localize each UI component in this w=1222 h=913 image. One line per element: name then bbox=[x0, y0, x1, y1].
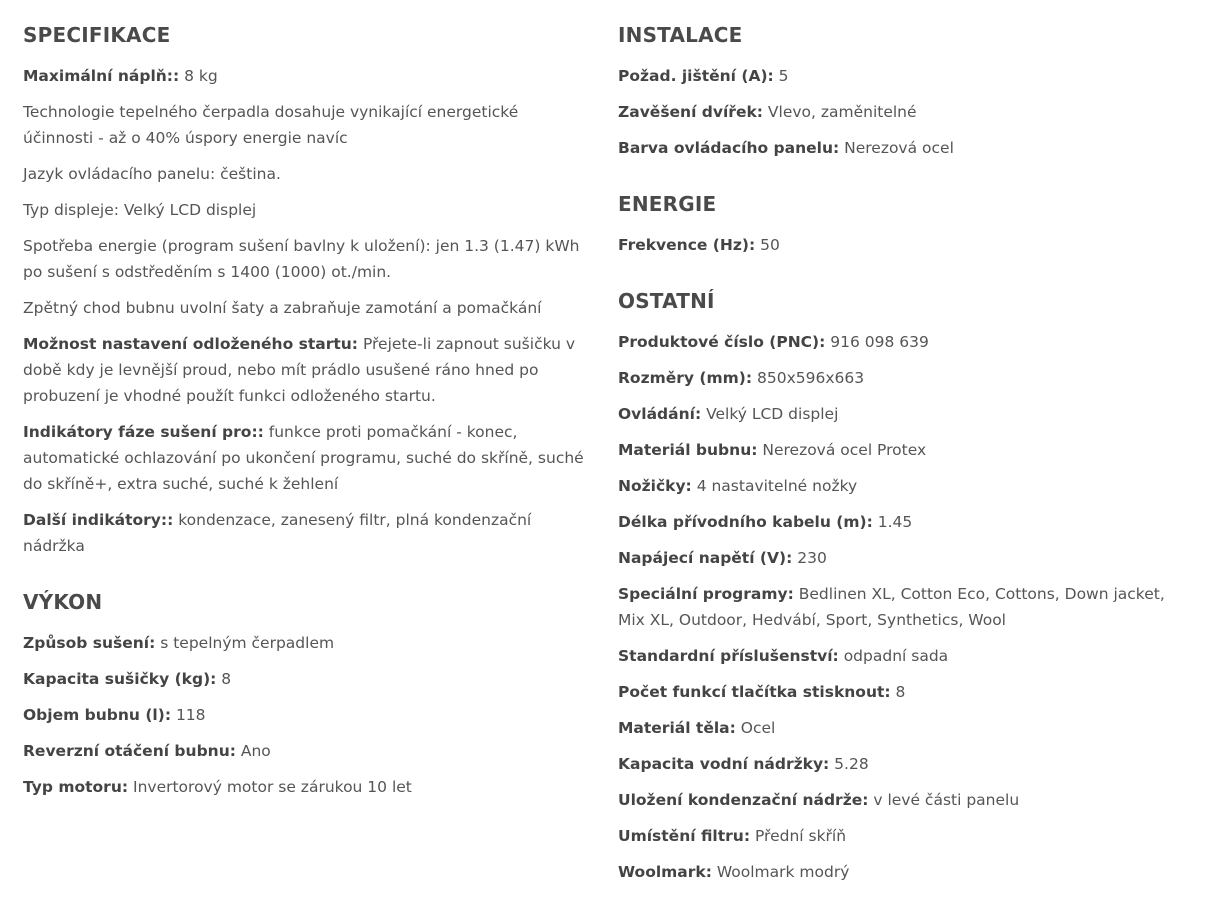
spec-label: Reverzní otáčení bubnu: bbox=[23, 742, 236, 760]
spec-value: 1.45 bbox=[872, 513, 913, 531]
spec-row-zpetny-chod bbox=[23, 295, 588, 321]
spec-label: Woolmark: bbox=[618, 863, 712, 881]
spec-row-spotreba bbox=[23, 233, 588, 285]
spec-label: Nožičky: bbox=[618, 477, 692, 495]
spec-row-typ-displeje bbox=[23, 197, 588, 223]
spec-label: Rozměry (mm): bbox=[618, 369, 753, 387]
spec-value: 8 bbox=[216, 670, 232, 688]
left-column bbox=[23, 20, 588, 810]
spec-value: odpadní sada bbox=[838, 647, 949, 665]
spec-row-prislusenstvi bbox=[618, 643, 1193, 669]
spec-label: Frekvence (Hz): bbox=[618, 236, 756, 254]
spec-label: Standardní příslušenství: bbox=[618, 647, 839, 665]
spec-row-pocet-funkci bbox=[618, 679, 1193, 705]
spec-value: Typ displeje: Velký LCD displej bbox=[23, 201, 257, 219]
section-ostatni bbox=[618, 286, 1193, 885]
spec-row-dalsi-indikatory bbox=[23, 507, 588, 559]
spec-row-odlozeny-start bbox=[23, 331, 588, 409]
spec-value: Ocel bbox=[735, 719, 776, 737]
spec-value: funkce proti pomačkání - konec, automatické ochlazování po ukončení programu, suché do skříně, suché do skříně+, extra suché, suché k žehlení bbox=[23, 423, 584, 493]
spec-label: Speciální programy: bbox=[618, 585, 794, 603]
spec-value: v levé části panelu bbox=[868, 791, 1020, 809]
spec-row-delka-kabelu bbox=[618, 509, 1193, 535]
spec-label: Produktové číslo (PNC): bbox=[618, 333, 826, 351]
spec-row-technologie bbox=[23, 99, 588, 151]
spec-label: Délka přívodního kabelu (m): bbox=[618, 513, 873, 531]
spec-value: Přejete-li zapnout sušičku v době kdy je levnější proud, nebo mít prádlo usušené ráno hned po probuzení je vhodné použít funkci odloženého startu. bbox=[23, 335, 576, 405]
section-vykon bbox=[23, 587, 588, 800]
spec-label: Způsob sušení: bbox=[23, 634, 156, 652]
spec-row-max-napln bbox=[23, 63, 588, 89]
spec-value: 5.28 bbox=[829, 755, 869, 773]
spec-value: s tepelným čerpadlem bbox=[155, 634, 335, 652]
section-energie bbox=[618, 189, 1193, 258]
spec-row-objem-bubnu bbox=[23, 702, 588, 728]
section-title: OSTATNÍ bbox=[618, 289, 715, 313]
spec-row-zpusob-suseni bbox=[23, 630, 588, 656]
spec-row-barva-panelu bbox=[618, 135, 1193, 161]
spec-value: 50 bbox=[755, 236, 780, 254]
spec-value: Přední skříň bbox=[750, 827, 847, 845]
spec-value: 8 kg bbox=[179, 67, 218, 85]
spec-value: Jazyk ovládacího panelu: čeština. bbox=[23, 165, 281, 183]
spec-label: Umístění filtru: bbox=[618, 827, 751, 845]
spec-row-napajeci-napeti bbox=[618, 545, 1193, 571]
spec-row-pnc bbox=[618, 329, 1193, 355]
section-title: INSTALACE bbox=[618, 23, 743, 47]
spec-label: Požad. jištění (A): bbox=[618, 67, 774, 85]
spec-value: Woolmark modrý bbox=[711, 863, 850, 881]
spec-label: Napájecí napětí (V): bbox=[618, 549, 793, 567]
spec-value: 4 nastavitelné nožky bbox=[691, 477, 858, 495]
section-specifikace bbox=[23, 20, 588, 559]
spec-label: Objem bubnu (l): bbox=[23, 706, 172, 724]
spec-label: Možnost nastavení odloženého startu: bbox=[23, 335, 359, 353]
spec-row-specialni-programy bbox=[618, 581, 1193, 633]
spec-row-kapacita-nadrzky bbox=[618, 751, 1193, 777]
spec-value: Nerezová ocel Protex bbox=[757, 441, 927, 459]
spec-label: Ovládání: bbox=[618, 405, 702, 423]
spec-label: Materiál bubnu: bbox=[618, 441, 758, 459]
section-instalace bbox=[618, 20, 1193, 161]
spec-label: Maximální náplň:: bbox=[23, 67, 180, 85]
spec-label: Uložení kondenzační nádrže: bbox=[618, 791, 869, 809]
spec-label: Materiál těla: bbox=[618, 719, 736, 737]
spec-row-ovladani bbox=[618, 401, 1193, 427]
right-column bbox=[618, 20, 1193, 895]
spec-value: Vlevo, zaměnitelné bbox=[762, 103, 917, 121]
spec-value: 916 098 639 bbox=[825, 333, 929, 351]
spec-value: Zpětný chod bubnu uvolní šaty a zabraňuje zamotání a pomačkání bbox=[23, 299, 542, 317]
spec-row-typ-motoru bbox=[23, 774, 588, 800]
spec-value: kondenzace, zanesený filtr, plná kondenzační nádržka bbox=[23, 511, 532, 555]
spec-label: Zavěšení dvířek: bbox=[618, 103, 763, 121]
spec-row-material-tela bbox=[618, 715, 1193, 741]
spec-row-zaveseni-dvirek bbox=[618, 99, 1193, 125]
spec-row-frekvence bbox=[618, 232, 1193, 258]
spec-value: Technologie tepelného čerpadla dosahuje vynikající energetické účinnosti - až o 40% úspory energie navíc bbox=[23, 103, 519, 147]
spec-label: Další indikátory:: bbox=[23, 511, 174, 529]
spec-value: 118 bbox=[171, 706, 206, 724]
spec-value: Spotřeba energie (program sušení bavlny k uložení): jen 1.3 (1.47) kWh po sušení s odstředěním s 1400 (1000) ot./min. bbox=[23, 237, 580, 281]
spec-row-woolmark bbox=[618, 859, 1193, 885]
section-title: SPECIFIKACE bbox=[23, 23, 171, 47]
spec-row-indikatory-faze bbox=[23, 419, 588, 497]
spec-label: Kapacita vodní nádržky: bbox=[618, 755, 830, 773]
spec-row-reverzni-otaceni bbox=[23, 738, 588, 764]
spec-value: Ano bbox=[235, 742, 271, 760]
spec-value: 5 bbox=[773, 67, 789, 85]
spec-row-jazyk bbox=[23, 161, 588, 187]
spec-value: 850x596x663 bbox=[752, 369, 865, 387]
spec-row-nozicky bbox=[618, 473, 1193, 499]
spec-label: Indikátory fáze sušení pro:: bbox=[23, 423, 264, 441]
spec-row-kapacita bbox=[23, 666, 588, 692]
spec-label: Barva ovládacího panelu: bbox=[618, 139, 840, 157]
spec-row-rozmery bbox=[618, 365, 1193, 391]
spec-label: Kapacita sušičky (kg): bbox=[23, 670, 217, 688]
section-title: ENERGIE bbox=[618, 192, 717, 216]
spec-value: Bedlinen XL, Cotton Eco, Cottons, Down jacket, Mix XL, Outdoor, Hedvábí, Sport, Synthetics, Wool bbox=[618, 585, 1165, 629]
spec-value: Velký LCD displej bbox=[701, 405, 839, 423]
spec-value: Nerezová ocel bbox=[839, 139, 954, 157]
spec-row-ulozeni-nadrze bbox=[618, 787, 1193, 813]
section-title: VÝKON bbox=[23, 590, 103, 614]
spec-value: 8 bbox=[890, 683, 906, 701]
spec-label: Typ motoru: bbox=[23, 778, 129, 796]
spec-row-material-bubnu bbox=[618, 437, 1193, 463]
spec-value: 230 bbox=[792, 549, 827, 567]
spec-row-umisteni-filtru bbox=[618, 823, 1193, 849]
spec-row-jisteni bbox=[618, 63, 1193, 89]
spec-label: Počet funkcí tlačítka stisknout: bbox=[618, 683, 891, 701]
spec-value: Invertorový motor se zárukou 10 let bbox=[128, 778, 412, 796]
